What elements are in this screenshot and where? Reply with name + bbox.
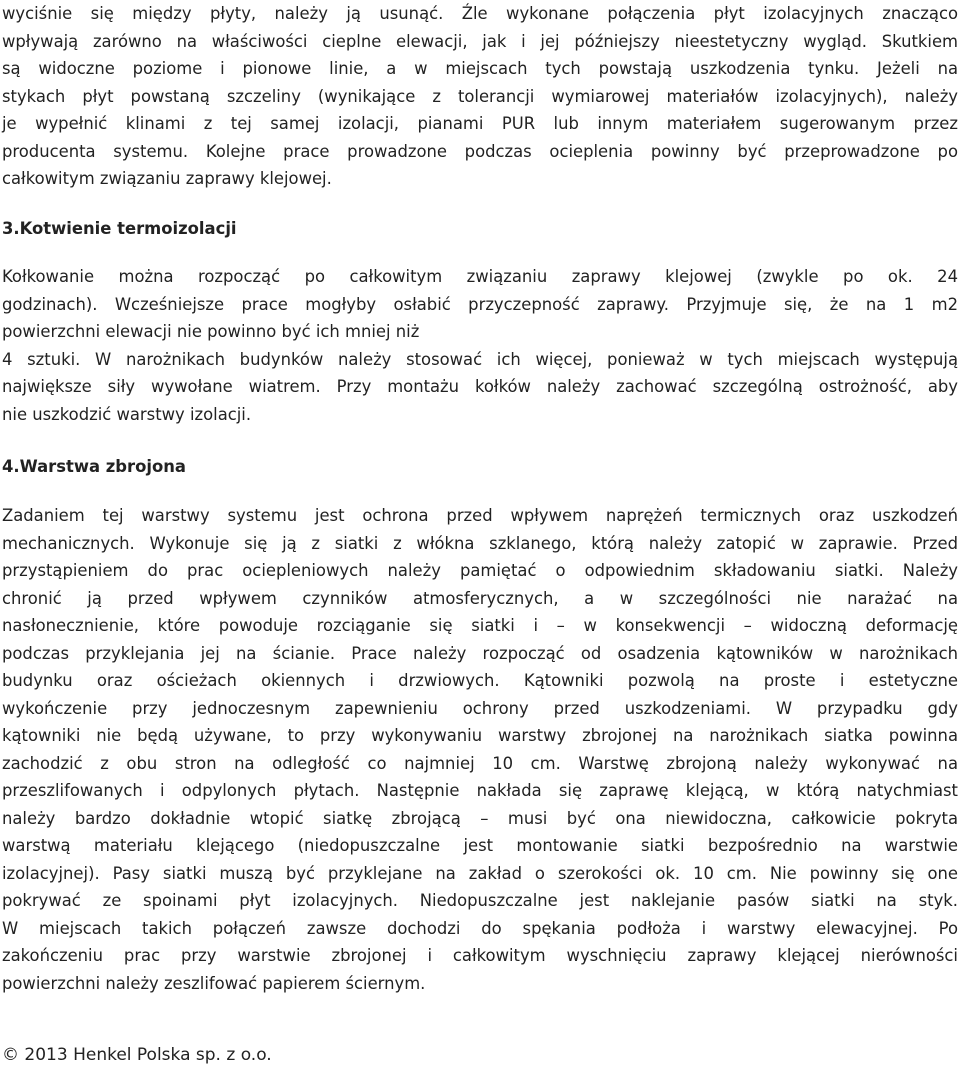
text-line: je wypełnić klinami z tej samej izolacji, pianami PUR lub innym materiałem sugerowanym przez [2, 114, 958, 133]
text-line: zachodzić z obu stron na odległość co najmniej 10 cm. Warstwę zbrojoną należy wykonywać na [2, 753, 958, 773]
text-line: przystąpieniem do prac ociepleniowych należy pamiętać o odpowiednim składowaniu siatki. Należy [2, 561, 958, 580]
text-line: 4 sztuki. W narożnikach budynków należy stosować ich więcej, ponieważ w tych miejscach występują [2, 349, 958, 369]
text-line: Kołkowanie można rozpocząć po całkowitym związaniu zaprawy klejowej (zwykle po ok. 24 [2, 267, 958, 286]
section-4-heading: 4.Warstwa zbrojona [2, 457, 186, 476]
intro-paragraph [2, 0, 958, 193]
section-3-heading: 3.Kotwienie termoizolacji [2, 219, 237, 238]
section-4-paragraph [2, 502, 958, 997]
text-line: pokrywać ze spoinami płyt izolacyjnych. Niedopuszczalne jest naklejanie pasów siatki na styk. [2, 891, 958, 910]
text-line: nasłonecznienie, które powoduje rozciąganie się siatki i – w konsekwencji – widoczną deformację [2, 616, 958, 635]
text-line: warstwą materiału klejącego (niedopuszczalne jest montowanie siatki bezpośrednio na warstwie [2, 836, 958, 855]
text-line: największe siły wywołane wiatrem. Przy montażu kołków należy zachować szczególną ostrożność, aby [2, 377, 958, 396]
text-line: zakończeniu prac przy warstwie zbrojonej i całkowitym wyschnięciu zaprawy klejącej nierówności [2, 946, 958, 965]
text-line: wpływają zarówno na właściwości cieplne elewacji, jak i jej późniejszy nieestetyczny wygląd. Skutkiem [2, 31, 958, 51]
text-line: stykach płyt powstaną szczeliny (wynikające z tolerancji wymiarowej materiałów izolacyjnych), należy [2, 86, 958, 106]
text-line: kątowniki nie będą używane, to przy wykonywaniu warstwy zbrojonej na narożnikach siatka powinna [2, 726, 958, 745]
text-line: przeszlifowanych i odpylonych płytach. Następnie nakłada się zaprawę klejącą, w którą natychmiast [2, 781, 958, 800]
text-line: chronić ją przed wpływem czynników atmosferycznych, a w szczególności nie narażać na [2, 588, 958, 608]
text-line: W miejscach takich połączeń zawsze dochodzi do spękania podłoża i warstwy elewacyjnej. Po [2, 918, 958, 938]
text-line: wyciśnie się między płyty, należy ją usunąć. Źle wykonane połączenia płyt izolacyjnych znacząco [2, 4, 958, 23]
text-line: należy bardzo dokładnie wtopić siatkę zbrojącą – musi być ona niewidoczna, całkowicie pokryta [2, 808, 958, 828]
text-line: powierzchni elewacji nie powinno być ich mniej niż [2, 322, 420, 341]
text-line: izolacyjnej). Pasy siatki muszą być przyklejane na zakład o szerokości ok. 10 cm. Nie powinny się one [2, 863, 958, 883]
copyright-footer: © 2013 Henkel Polska sp. z o.o. [2, 1045, 272, 1065]
section-3-paragraph [2, 263, 958, 428]
text-line: producenta systemu. Kolejne prace prowadzone podczas ocieplenia powinny być przeprowadzone po [2, 141, 958, 161]
text-line: nie uszkodzić warstwy izolacji. [2, 404, 252, 424]
text-line: powierzchni należy zeszlifować papierem ściernym. [2, 973, 426, 993]
text-line: wykończenie przy jednoczesnym zapewnieniu ochrony przed uszkodzeniami. W przypadku gdy [2, 698, 958, 718]
text-line: godzinach). Wcześniejsze prace mogłyby osłabić przyczepność zaprawy. Przyjmuje się, że na 1 m2 [2, 294, 958, 314]
text-line: budynku oraz ościeżach okiennych i drzwiowych. Kątowniki pozwolą na proste i estetyczne [2, 671, 958, 690]
text-line: są widoczne poziome i pionowe linie, a w miejscach tych powstają uszkodzenia tynku. Jeżeli na [2, 59, 958, 78]
text-line: Zadaniem tej warstwy systemu jest ochrona przed wpływem naprężeń termicznych oraz uszkodzeń [2, 506, 958, 525]
text-line: podczas przyklejania jej na ścianie. Prace należy rozpocząć od osadzenia kątowników w narożnikach [2, 643, 958, 663]
text-line: całkowitym związaniu zaprawy klejowej. [2, 169, 332, 188]
text-line: mechanicznych. Wykonuje się ją z siatki z włókna szklanego, którą należy zatopić w zaprawie. Przed [2, 533, 958, 553]
